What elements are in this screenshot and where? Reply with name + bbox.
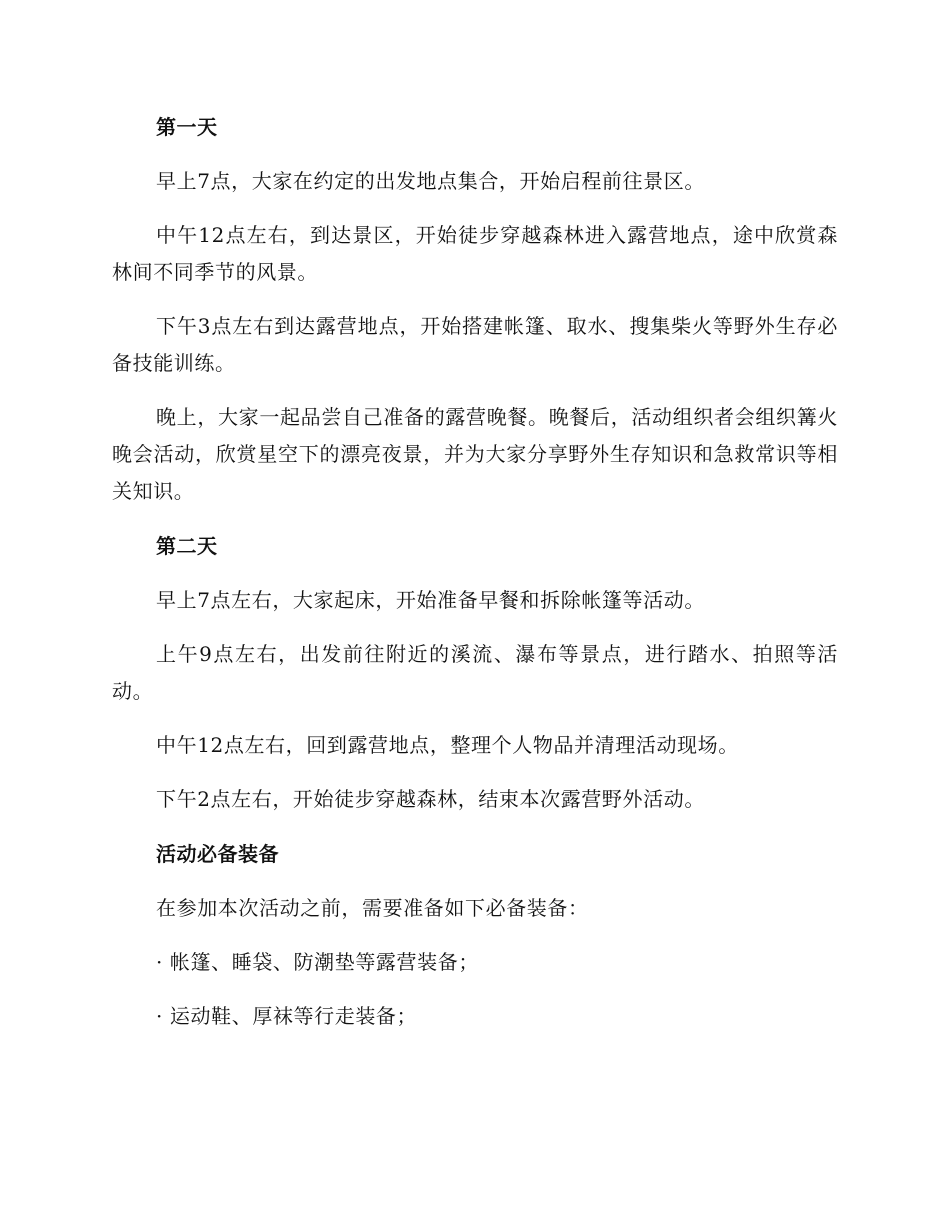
day1-paragraph-4: 晚上，大家一起品尝自己准备的露营晚餐。晚餐后，活动组织者会组织篝火晚会活动，欣赏星空下的漂亮夜景，并为大家分享野外生存知识和急救常识等相关知识。 [112, 405, 838, 503]
day1-paragraph-3: 下午3点左右到达露营地点，开始搭建帐篷、取水、搜集柴火等野外生存必备技能训练。 [112, 314, 838, 375]
day2-heading: 第二天 [156, 534, 218, 558]
day2-paragraph-4: 下午2点左右，开始徒步穿越森林，结束本次露营野外活动。 [156, 787, 705, 811]
equipment-heading: 活动必备装备 [156, 842, 279, 866]
equipment-item-1: · 帐篷、睡袋、防潮垫等露营装备； [156, 950, 479, 974]
day2-paragraph-1: 早上7点左右，大家起床，开始准备早餐和拆除帐篷等活动。 [156, 588, 705, 612]
day2-paragraph-2: 上午9点左右，出发前往附近的溪流、瀑布等景点，进行踏水、拍照等活动。 [112, 642, 838, 703]
equipment-item-2: · 运动鞋、厚袜等行走装备； [156, 1004, 418, 1028]
equipment-intro: 在参加本次活动之前，需要准备如下必备装备： [156, 896, 589, 920]
day1-paragraph-2: 中午12点左右，到达景区，开始徒步穿越森林进入露营地点，途中欣赏森林间不同季节的风景。 [112, 223, 838, 284]
day1-paragraph-1: 早上7点，大家在约定的出发地点集合，开始启程前往景区。 [156, 169, 705, 193]
day1-heading: 第一天 [156, 115, 218, 139]
day2-paragraph-3: 中午12点左右，回到露营地点，整理个人物品并清理活动现场。 [156, 733, 739, 757]
